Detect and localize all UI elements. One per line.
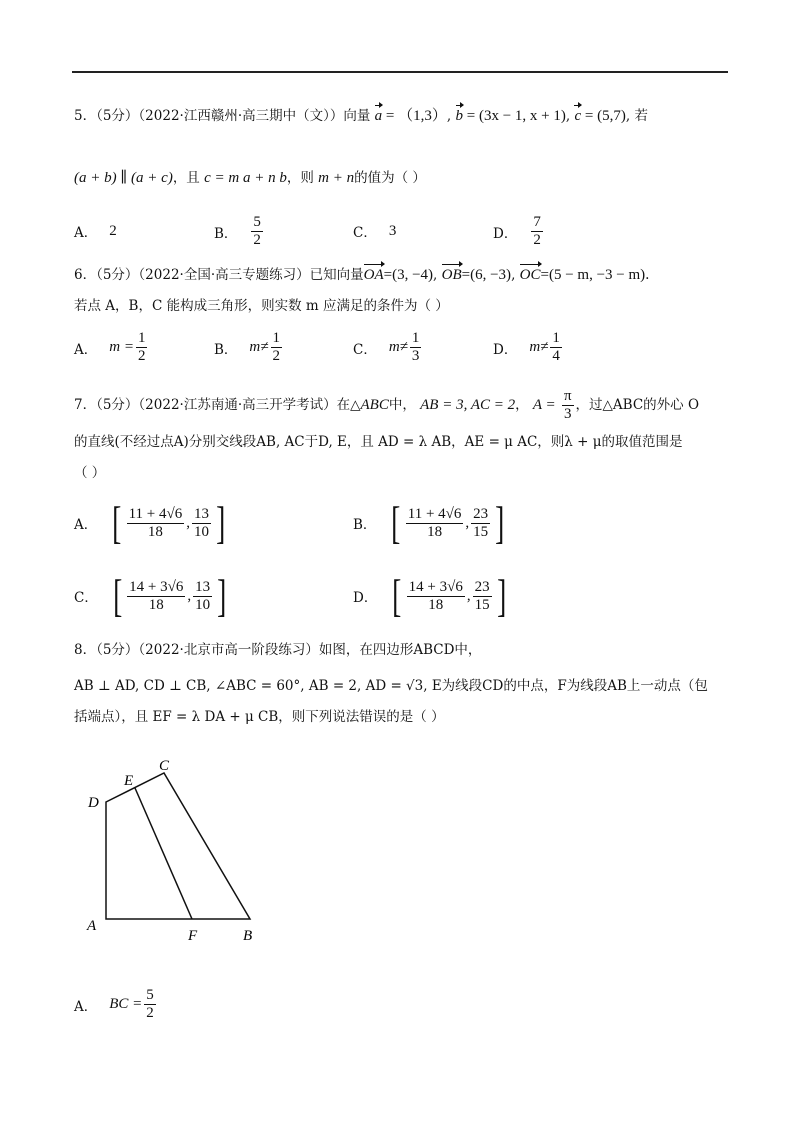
q6-option-b[interactable]: B． m≠ $\frac{1}{2}$ bbox=[214, 330, 280, 364]
q5-condition: (a + b) ∥ (a + c) bbox=[74, 170, 173, 186]
fraction: $\frac{11 + 4√6}{18}$ bbox=[407, 505, 462, 540]
q8-line1: 8．（5分）（2022·北京市高一阶段练习）如图，在四边形ABCD中， bbox=[74, 642, 482, 658]
label-F: F bbox=[188, 928, 198, 944]
fraction: $\frac{1}{2}$ bbox=[137, 330, 146, 364]
vec-OA: OA bbox=[363, 267, 384, 283]
q5-c-value: (5,7) bbox=[597, 108, 626, 124]
q5-option-b[interactable]: B． $\frac{5}{2}$ bbox=[214, 214, 261, 248]
q7-option-b[interactable]: B． [ $\frac{11 + 4√6}{18}$ , $\frac{23}{15}$ ] bbox=[353, 497, 505, 548]
q5-prefix: 5．（5分）（2022·江西赣州·高三期中（文））向量 bbox=[74, 108, 371, 124]
q6-option-d[interactable]: D． m≠ $\frac{1}{4}$ bbox=[493, 330, 560, 364]
fraction-pi-over-3: $\frac{\pi}{3}$ bbox=[563, 388, 572, 422]
label-C: C bbox=[159, 758, 170, 774]
vec-a: a bbox=[374, 108, 383, 124]
q7-line3: （ ） bbox=[74, 465, 106, 481]
fraction: $\frac{14 + 3√6}{18}$ bbox=[129, 578, 184, 613]
q5-mid1: ，且 bbox=[172, 170, 200, 186]
q5-line1: 5．（5分）（2022·江西赣州·高三期中（文））向量 a = （1,3）, b = (3x − 1, x + 1), c = (5,7), 若 bbox=[74, 108, 648, 124]
fraction: $\frac{7}{2}$ bbox=[533, 214, 541, 248]
fraction: $\frac{1}{2}$ bbox=[272, 330, 280, 364]
q7-line2: 的直线(不经过点A)分别交线段AB, AC于D, E，且 AD = λ AB，AE = μ AC，则λ + μ的取值范围是 bbox=[74, 434, 683, 450]
fraction: $\frac{5}{2}$ bbox=[253, 214, 261, 248]
vec-OC: OC bbox=[519, 267, 541, 283]
vec-OB: OB bbox=[441, 267, 462, 283]
q5-option-d[interactable]: D． $\frac{7}{2}$ bbox=[493, 214, 541, 248]
segment-EF bbox=[135, 788, 192, 919]
fraction: $\frac{5}{2}$ bbox=[146, 987, 154, 1021]
label-B: B bbox=[243, 928, 253, 944]
fraction: $\frac{13}{10}$ bbox=[195, 578, 211, 613]
label-E: E bbox=[124, 773, 134, 789]
fraction: $\frac{13}{10}$ bbox=[193, 505, 209, 540]
fraction: $\frac{14 + 3√6}{18}$ bbox=[408, 578, 463, 613]
q5-a-value: （1,3） bbox=[398, 108, 447, 124]
q7-option-c[interactable]: C． [ $\frac{14 + 3√6}{18}$ , $\frac{13}{10}$ ] bbox=[74, 570, 227, 621]
quadrilateral-ABCD bbox=[106, 773, 250, 919]
q7-option-d[interactable]: D． [ $\frac{14 + 3√6}{18}$ , $\frac{23}{15}$ ] bbox=[353, 570, 506, 621]
header-rule bbox=[72, 71, 728, 73]
q5-option-c[interactable]: C． 3 bbox=[353, 222, 397, 241]
fraction: $\frac{1}{4}$ bbox=[552, 330, 560, 364]
q8-line3: 括端点），且 EF = λ DA + μ CB，则下列说法错误的是（ ） bbox=[74, 709, 445, 725]
q7-line1: 7．（5分）（2022·江苏南通·高三开学考试）在△ABC中， AB = 3, AC = 2， A = $\frac{\pi}{3}$ ，过△ABC的外心 O bbox=[74, 388, 700, 422]
q5-option-a[interactable]: A． 2 bbox=[74, 222, 117, 241]
q5-b-value: (3x − 1, x + 1) bbox=[478, 108, 566, 124]
q8-option-a[interactable]: A． BC = $\frac{5}{2}$ bbox=[74, 987, 154, 1021]
vec-b: b bbox=[455, 108, 463, 124]
fraction: $\frac{23}{15}$ bbox=[473, 505, 489, 540]
q7-option-a[interactable]: A． [ $\frac{11 + 4√6}{18}$ , $\frac{13}{10}$ ] bbox=[74, 497, 226, 548]
q5-suffix: 若 bbox=[634, 108, 648, 124]
q6-option-a[interactable]: A． m = $\frac{1}{2}$ bbox=[74, 330, 146, 364]
q6-line1: 6．（5分）（2022·全国·高三专题练习）已知向量OA=(3, −4), OB=(6, −3), OC=(5 − m, −3 − m). bbox=[74, 267, 650, 283]
quadrilateral-figure bbox=[80, 755, 280, 945]
q5-m-plus-n: m + n bbox=[318, 170, 355, 186]
q6-line2: 若点 A，B，C 能构成三角形，则实数 m 应满足的条件为（ ） bbox=[74, 298, 449, 314]
label-A: A bbox=[87, 918, 97, 934]
fraction: $\frac{1}{3}$ bbox=[411, 330, 420, 364]
q5-tail: 的值为（ ） bbox=[354, 170, 426, 186]
fraction: $\frac{23}{15}$ bbox=[474, 578, 490, 613]
fraction: $\frac{11 + 4√6}{18}$ bbox=[128, 505, 183, 540]
vec-c: c bbox=[574, 108, 582, 124]
q5-equation: c = m a + n b bbox=[204, 170, 287, 186]
label-D: D bbox=[88, 795, 99, 811]
q8-line2: AB ⊥ AD, CD ⊥ CB, ∠ABC = 60°, AB = 2, AD = √3, E为线段CD的中点，F为线段AB上一动点（包 bbox=[74, 678, 708, 694]
q5-line2 bbox=[74, 168, 426, 188]
q5-mid2: ，则 bbox=[286, 170, 314, 186]
q6-option-c[interactable]: C． m≠ $\frac{1}{3}$ bbox=[353, 330, 420, 364]
